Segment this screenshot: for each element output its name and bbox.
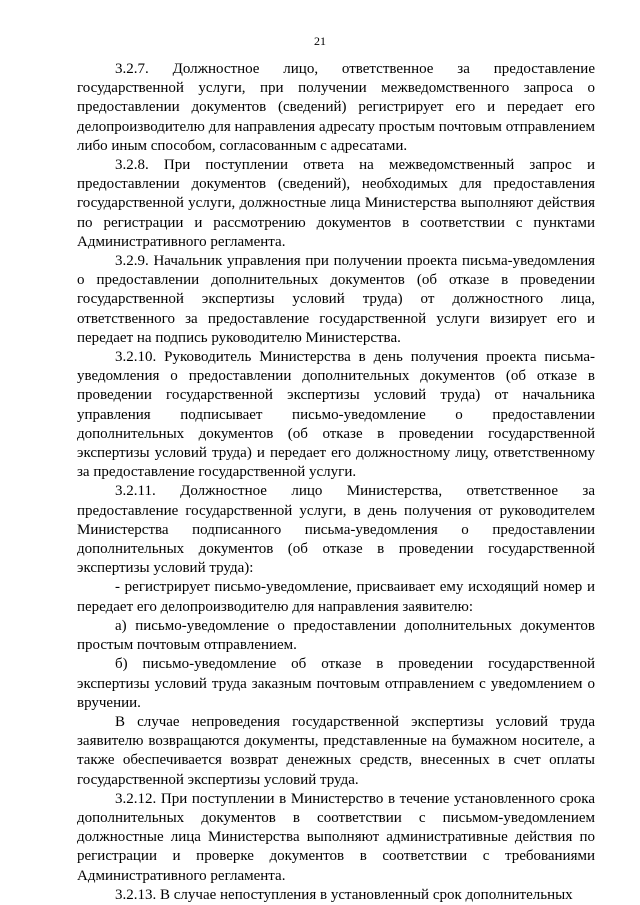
list-item-a: а) письмо-уведомление о предоставлении дополнительных документов простым почтовым отправлением. [77, 617, 595, 654]
list-item-b: б) письмо-уведомление об отказе в проведении государственной экспертизы условий труда заказным почтовым отправлением с уведомлением о вручении. [77, 656, 595, 711]
paragraph-3-2-9: 3.2.9. Начальник управления при получении проекта письма-уведомления о предоставлении дополнительных документов (об отказе в проведении государственной экспертизы условий труда) от должностного лица, ответственного за предоставление государственной услуги визирует его и передает на подпись руководителю Министерства. [77, 253, 595, 346]
paragraph-3-2-13: 3.2.13. В случае непоступления в установленный срок дополнительных [115, 886, 573, 903]
document-body [77, 60, 595, 905]
paragraph-3-2-11: 3.2.11. Должностное лицо Министерства, ответственное за предоставление государственной услуги, в день получения от руководителем Министерства подписанного письма-уведомления о предоставлении дополнительных документов (об отказе в проведении государственной экспертизы условий труда): [77, 483, 595, 577]
paragraph-3-2-8: 3.2.8. При поступлении ответа на межведомственный запрос и предоставлении документов (сведений), необходимых для предоставления государственной услуги, должностные лица Министерства выполняют действия по регистрации и рассмотрению документов в соответствии с пунктами Административного регламента. [77, 157, 595, 250]
paragraph-3-2-12: 3.2.12. При поступлении в Министерство в течение установленного срока дополнительных документов в соответствии с письмом-уведомлением должностные лица Министерства выполняют административные действия по регистрации и проверке документов в соответствии с требованиями Административного регламента. [77, 790, 595, 884]
list-item-register: - регистрирует письмо-уведомление, присваивает ему исходящий номер и передает его делопроизводителю для направления заявителю: [77, 579, 595, 615]
paragraph-3-2-10: 3.2.10. Руководитель Министерства в день получения проекта письма-уведомления о предоставлении дополнительных документов (об отказе в проведении государственной экспертизы условий труда) от начальника управления подписывает письмо-уведомление о предоставлении дополнительных документов (об отказе в проведении государственной экспертизы условий труда) и передает его должностному лицу, ответственному за предоставление государственной услуги. [77, 349, 595, 481]
paragraph-refund: В случае непроведения государственной экспертизы условий труда заявителю возвращаются документы, представленные на бумажном носителе, а также обеспечивается возврат денежных средств, внесенных в счет оплаты государственной экспертизы условий труда. [77, 713, 595, 788]
page-number: 21 [314, 34, 326, 48]
paragraph-3-2-7: 3.2.7. Должностное лицо, ответственное за предоставление государственной услуги, при получении межведомственного запроса о предоставлении документов (сведений) регистрирует его и передает его делопроизводителю для направления адресату простым почтовым отправлением либо иным способом, согласованным с адресатами. [77, 61, 595, 154]
